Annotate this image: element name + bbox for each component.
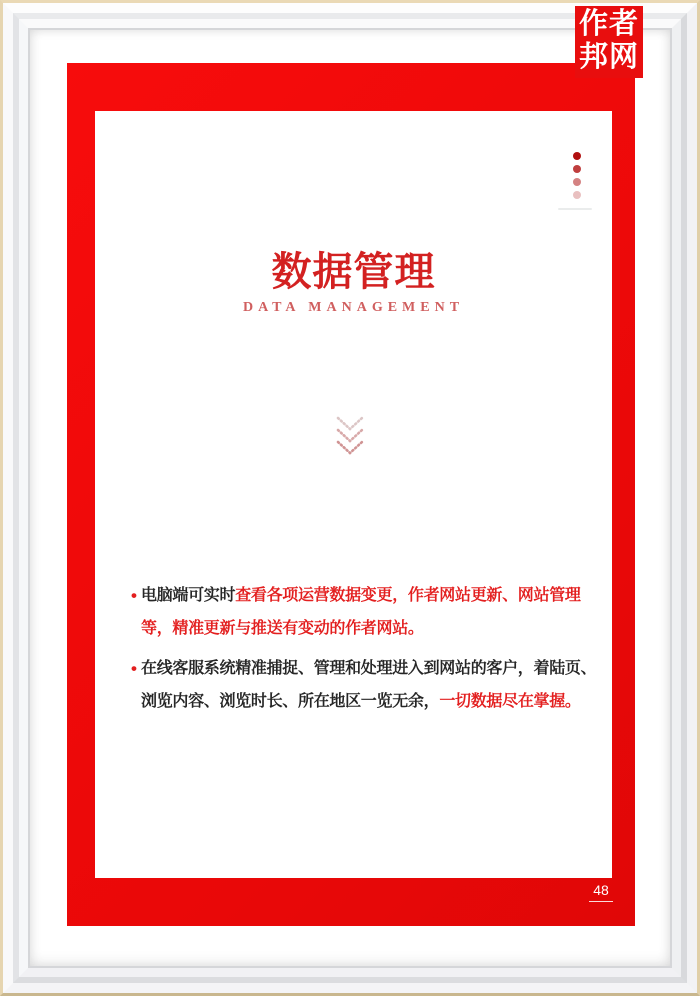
page-title: 数据管理 bbox=[271, 249, 436, 294]
brand-logo-line1: 作者 bbox=[578, 8, 639, 40]
dots-divider-line bbox=[558, 208, 592, 210]
bullet-text-line bbox=[141, 685, 596, 718]
list-item bbox=[131, 579, 583, 645]
bullet-text-line bbox=[141, 579, 583, 612]
bullet-marker: • bbox=[131, 586, 137, 605]
highlighted-text: 一切数据尽在掌握。 bbox=[439, 693, 581, 710]
brand-logo-line2: 邦网 bbox=[578, 41, 639, 73]
body-text: 在线客服系统精准捕捉、管理和处理进入到网站的客户，着陆页、 bbox=[141, 660, 597, 677]
dot bbox=[573, 152, 581, 160]
page-subtitle: DATA MANAGEMENT bbox=[242, 300, 465, 315]
highlighted-text: 查看各项运营数据变更，作者网站更新、网站管理 bbox=[235, 587, 581, 604]
bullet-list bbox=[131, 579, 597, 725]
page-number-underline bbox=[589, 901, 613, 902]
dot bbox=[573, 165, 581, 173]
dot bbox=[573, 191, 581, 199]
body-text: 浏览内容、浏览时长、所在地区一览无余， bbox=[141, 693, 440, 710]
red-border bbox=[67, 63, 635, 926]
bullet-text bbox=[141, 652, 596, 718]
dot bbox=[573, 178, 581, 186]
chevron-stroke bbox=[338, 442, 362, 453]
chevron-stroke bbox=[338, 430, 362, 441]
bullet-text bbox=[141, 579, 583, 645]
bullet-text-line bbox=[141, 652, 596, 685]
dots-decoration bbox=[573, 152, 581, 199]
chevron-down-icon bbox=[335, 415, 365, 461]
page-content bbox=[95, 111, 612, 878]
list-item bbox=[131, 652, 597, 718]
page-number: 48 bbox=[593, 882, 609, 898]
bullet-text-line bbox=[141, 612, 583, 645]
brand-logo bbox=[575, 6, 643, 78]
chevron-stroke bbox=[338, 418, 362, 429]
highlighted-text: 等，精准更新与推送有变动的作者网站。 bbox=[141, 620, 424, 637]
body-text: 电脑端可实时 bbox=[141, 587, 236, 604]
bullet-marker: • bbox=[131, 659, 137, 678]
